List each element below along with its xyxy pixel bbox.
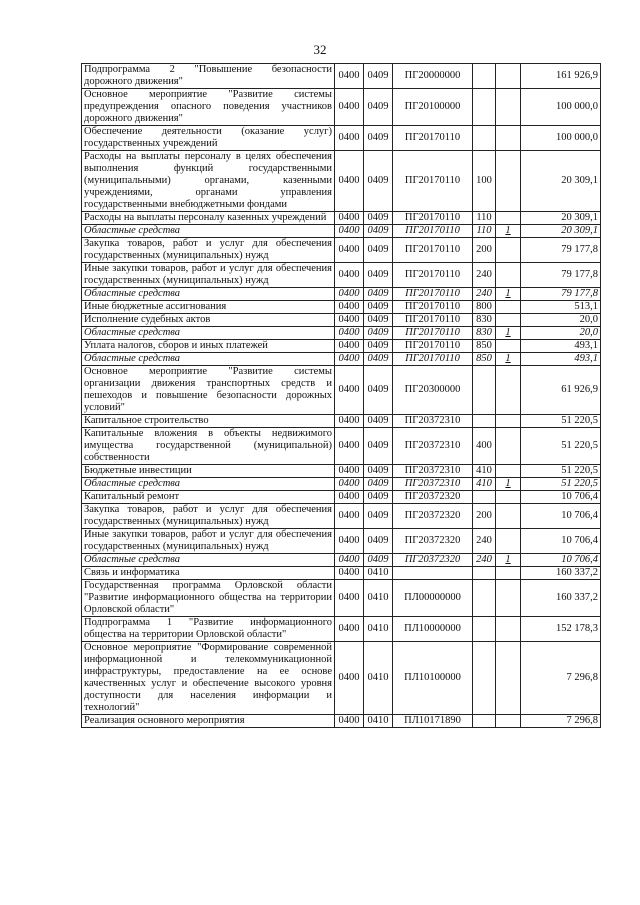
table-row bbox=[82, 642, 601, 715]
ved-code-cell: 0400 bbox=[335, 580, 364, 617]
expense-type-cell bbox=[473, 567, 496, 580]
funding-source-cell bbox=[496, 642, 521, 715]
expense-type-cell: 240 bbox=[473, 263, 496, 288]
table-row bbox=[82, 366, 601, 415]
funding-source-cell bbox=[496, 263, 521, 288]
expense-type-cell bbox=[473, 715, 496, 728]
row-name-cell: Закупка товаров, работ и услуг для обеспечения государственных (муниципальных) нужд bbox=[82, 504, 335, 529]
target-article-cell: ПГ20170110 bbox=[393, 353, 473, 366]
amount-cell: 10 706,4 bbox=[521, 554, 601, 567]
table-row bbox=[82, 715, 601, 728]
section-code-cell: 0409 bbox=[364, 126, 393, 151]
row-name-cell: Иные закупки товаров, работ и услуг для обеспечения государственных (муниципальных) нужд bbox=[82, 529, 335, 554]
target-article-cell: ПГ20372320 bbox=[393, 554, 473, 567]
section-code-cell: 0410 bbox=[364, 715, 393, 728]
table-row bbox=[82, 314, 601, 327]
target-article-cell: ПГ20000000 bbox=[393, 64, 473, 89]
row-name-cell: Расходы на выплаты персоналу в целях обеспечения выполнения функций государственными (муниципальными) органами, казенными учреждениями, органами управления государственными внебюджетными фондами bbox=[82, 151, 335, 212]
funding-source-cell bbox=[496, 529, 521, 554]
amount-cell: 79 177,8 bbox=[521, 288, 601, 301]
table-row bbox=[82, 263, 601, 288]
table-row bbox=[82, 288, 601, 301]
target-article-cell: ПГ20170110 bbox=[393, 340, 473, 353]
ved-code-cell: 0400 bbox=[335, 263, 364, 288]
ved-code-cell: 0400 bbox=[335, 288, 364, 301]
section-code-cell: 0409 bbox=[364, 301, 393, 314]
funding-source-cell: 1 bbox=[496, 225, 521, 238]
ved-code-cell: 0400 bbox=[335, 89, 364, 126]
section-code-cell: 0410 bbox=[364, 580, 393, 617]
table-row bbox=[82, 529, 601, 554]
target-article-cell: ПГ20300000 bbox=[393, 366, 473, 415]
expense-type-cell: 240 bbox=[473, 554, 496, 567]
funding-source-cell bbox=[496, 580, 521, 617]
row-name-cell: Областные средства bbox=[82, 554, 335, 567]
funding-source-cell bbox=[496, 428, 521, 465]
expense-type-cell bbox=[473, 366, 496, 415]
table-row bbox=[82, 465, 601, 478]
funding-source-cell bbox=[496, 126, 521, 151]
section-code-cell: 0409 bbox=[364, 465, 393, 478]
funding-source-cell bbox=[496, 715, 521, 728]
funding-source-cell bbox=[496, 212, 521, 225]
amount-cell: 20 309,1 bbox=[521, 212, 601, 225]
target-article-cell: ПГ20372320 bbox=[393, 504, 473, 529]
target-article-cell: ПГ20170110 bbox=[393, 288, 473, 301]
expense-type-cell bbox=[473, 89, 496, 126]
expense-type-cell: 850 bbox=[473, 353, 496, 366]
target-article-cell: ПГ20170110 bbox=[393, 151, 473, 212]
row-name-cell: Бюджетные инвестиции bbox=[82, 465, 335, 478]
expense-type-cell: 200 bbox=[473, 238, 496, 263]
row-name-cell: Иные бюджетные ассигнования bbox=[82, 301, 335, 314]
target-article-cell: ПЛ10100000 bbox=[393, 642, 473, 715]
amount-cell: 61 926,9 bbox=[521, 366, 601, 415]
target-article-cell: ПЛ10000000 bbox=[393, 617, 473, 642]
ved-code-cell: 0400 bbox=[335, 314, 364, 327]
ved-code-cell: 0400 bbox=[335, 428, 364, 465]
funding-source-cell bbox=[496, 465, 521, 478]
funding-source-cell: 1 bbox=[496, 353, 521, 366]
amount-cell: 100 000,0 bbox=[521, 126, 601, 151]
target-article-cell bbox=[393, 567, 473, 580]
funding-source-cell bbox=[496, 301, 521, 314]
ved-code-cell: 0400 bbox=[335, 567, 364, 580]
section-code-cell: 0409 bbox=[364, 89, 393, 126]
amount-cell: 10 706,4 bbox=[521, 529, 601, 554]
table-row bbox=[82, 340, 601, 353]
funding-source-cell: 1 bbox=[496, 327, 521, 340]
target-article-cell: ПГ20170110 bbox=[393, 263, 473, 288]
expense-type-cell bbox=[473, 64, 496, 89]
budget-table bbox=[81, 63, 601, 728]
section-code-cell: 0409 bbox=[364, 529, 393, 554]
row-name-cell: Обеспечение деятельности (оказание услуг) государственных учреждений bbox=[82, 126, 335, 151]
table-row bbox=[82, 212, 601, 225]
row-name-cell: Капитальное строительство bbox=[82, 415, 335, 428]
ved-code-cell: 0400 bbox=[335, 715, 364, 728]
funding-source-cell bbox=[496, 617, 521, 642]
section-code-cell: 0409 bbox=[364, 340, 393, 353]
row-name-cell: Связь и информатика bbox=[82, 567, 335, 580]
table-row bbox=[82, 478, 601, 491]
amount-cell: 20,0 bbox=[521, 327, 601, 340]
row-name-cell: Основное мероприятие "Развитие системы организации движения транспортных средств и пешеходов и повышение безопасности дорожных условий" bbox=[82, 366, 335, 415]
ved-code-cell: 0400 bbox=[335, 301, 364, 314]
target-article-cell: ПГ20170110 bbox=[393, 327, 473, 340]
expense-type-cell: 410 bbox=[473, 465, 496, 478]
section-code-cell: 0409 bbox=[364, 504, 393, 529]
amount-cell: 20 309,1 bbox=[521, 225, 601, 238]
funding-source-cell bbox=[496, 504, 521, 529]
table-row bbox=[82, 428, 601, 465]
table-row bbox=[82, 64, 601, 89]
expense-type-cell bbox=[473, 126, 496, 151]
expense-type-cell: 200 bbox=[473, 504, 496, 529]
section-code-cell: 0409 bbox=[364, 151, 393, 212]
amount-cell: 51 220,5 bbox=[521, 478, 601, 491]
row-name-cell: Основное мероприятие "Формирование современной информационной и телекоммуникационной инфраструктуры, предоставление на ее основе качественных услуг и обеспечение высокого уровня доступности для населения информации и технологий" bbox=[82, 642, 335, 715]
expense-type-cell: 850 bbox=[473, 340, 496, 353]
expense-type-cell bbox=[473, 642, 496, 715]
ved-code-cell: 0400 bbox=[335, 212, 364, 225]
section-code-cell: 0409 bbox=[364, 64, 393, 89]
row-name-cell: Областные средства bbox=[82, 353, 335, 366]
table-row bbox=[82, 301, 601, 314]
target-article-cell: ПГ20372310 bbox=[393, 465, 473, 478]
row-name-cell: Основное мероприятие "Развитие системы предупреждения опасного поведения участников дорожного движения" bbox=[82, 89, 335, 126]
table-row bbox=[82, 415, 601, 428]
expense-type-cell: 100 bbox=[473, 151, 496, 212]
expense-type-cell: 110 bbox=[473, 212, 496, 225]
expense-type-cell: 830 bbox=[473, 327, 496, 340]
ved-code-cell: 0400 bbox=[335, 366, 364, 415]
section-code-cell: 0409 bbox=[364, 366, 393, 415]
table-body bbox=[82, 64, 601, 728]
ved-code-cell: 0400 bbox=[335, 491, 364, 504]
ved-code-cell: 0400 bbox=[335, 642, 364, 715]
target-article-cell: ПГ20170110 bbox=[393, 314, 473, 327]
ved-code-cell: 0400 bbox=[335, 327, 364, 340]
expense-type-cell: 800 bbox=[473, 301, 496, 314]
funding-source-cell bbox=[496, 491, 521, 504]
row-name-cell: Областные средства bbox=[82, 327, 335, 340]
expense-type-cell: 400 bbox=[473, 428, 496, 465]
section-code-cell: 0409 bbox=[364, 288, 393, 301]
row-name-cell: Областные средства bbox=[82, 225, 335, 238]
target-article-cell: ПГ20100000 bbox=[393, 89, 473, 126]
row-name-cell: Областные средства bbox=[82, 478, 335, 491]
amount-cell: 160 337,2 bbox=[521, 567, 601, 580]
row-name-cell: Областные средства bbox=[82, 288, 335, 301]
funding-source-cell bbox=[496, 64, 521, 89]
table-row bbox=[82, 504, 601, 529]
table-row bbox=[82, 353, 601, 366]
amount-cell: 493,1 bbox=[521, 353, 601, 366]
row-name-cell: Подпрограмма 2 "Повышение безопасности дорожного движения" bbox=[82, 64, 335, 89]
section-code-cell: 0410 bbox=[364, 617, 393, 642]
amount-cell: 79 177,8 bbox=[521, 238, 601, 263]
table-row bbox=[82, 580, 601, 617]
amount-cell: 51 220,5 bbox=[521, 465, 601, 478]
section-code-cell: 0409 bbox=[364, 428, 393, 465]
funding-source-cell bbox=[496, 151, 521, 212]
table-row bbox=[82, 554, 601, 567]
table-row bbox=[82, 491, 601, 504]
section-code-cell: 0409 bbox=[364, 225, 393, 238]
target-article-cell: ПГ20372320 bbox=[393, 529, 473, 554]
expense-type-cell: 240 bbox=[473, 529, 496, 554]
page-number: 32 bbox=[313, 42, 327, 57]
amount-cell: 10 706,4 bbox=[521, 504, 601, 529]
section-code-cell: 0409 bbox=[364, 478, 393, 491]
row-name-cell: Капитальные вложения в объекты недвижимого имущества государственной (муниципальной) собственности bbox=[82, 428, 335, 465]
amount-cell: 7 296,8 bbox=[521, 715, 601, 728]
table-row bbox=[82, 151, 601, 212]
row-name-cell: Исполнение судебных актов bbox=[82, 314, 335, 327]
ved-code-cell: 0400 bbox=[335, 415, 364, 428]
table-row bbox=[82, 225, 601, 238]
row-name-cell: Реализация основного мероприятия bbox=[82, 715, 335, 728]
row-name-cell: Уплата налогов, сборов и иных платежей bbox=[82, 340, 335, 353]
ved-code-cell: 0400 bbox=[335, 353, 364, 366]
section-code-cell: 0409 bbox=[364, 327, 393, 340]
ved-code-cell: 0400 bbox=[335, 529, 364, 554]
funding-source-cell bbox=[496, 415, 521, 428]
target-article-cell: ПГ20170110 bbox=[393, 301, 473, 314]
target-article-cell: ПГ20170110 bbox=[393, 126, 473, 151]
section-code-cell: 0409 bbox=[364, 554, 393, 567]
funding-source-cell bbox=[496, 238, 521, 263]
section-code-cell: 0409 bbox=[364, 238, 393, 263]
expense-type-cell: 830 bbox=[473, 314, 496, 327]
amount-cell: 51 220,5 bbox=[521, 428, 601, 465]
expense-type-cell: 110 bbox=[473, 225, 496, 238]
amount-cell: 51 220,5 bbox=[521, 415, 601, 428]
ved-code-cell: 0400 bbox=[335, 151, 364, 212]
ved-code-cell: 0400 bbox=[335, 126, 364, 151]
section-code-cell: 0409 bbox=[364, 263, 393, 288]
table-row bbox=[82, 238, 601, 263]
table-row bbox=[82, 126, 601, 151]
funding-source-cell bbox=[496, 340, 521, 353]
section-code-cell: 0410 bbox=[364, 642, 393, 715]
amount-cell: 152 178,3 bbox=[521, 617, 601, 642]
amount-cell: 20 309,1 bbox=[521, 151, 601, 212]
amount-cell: 493,1 bbox=[521, 340, 601, 353]
section-code-cell: 0409 bbox=[364, 314, 393, 327]
target-article-cell: ПГ20372310 bbox=[393, 415, 473, 428]
section-code-cell: 0409 bbox=[364, 415, 393, 428]
target-article-cell: ПГ20372310 bbox=[393, 478, 473, 491]
amount-cell: 513,1 bbox=[521, 301, 601, 314]
section-code-cell: 0409 bbox=[364, 353, 393, 366]
amount-cell: 79 177,8 bbox=[521, 263, 601, 288]
amount-cell: 10 706,4 bbox=[521, 491, 601, 504]
ved-code-cell: 0400 bbox=[335, 554, 364, 567]
expense-type-cell bbox=[473, 580, 496, 617]
row-name-cell: Капитальный ремонт bbox=[82, 491, 335, 504]
target-article-cell: ПГ20372320 bbox=[393, 491, 473, 504]
ved-code-cell: 0400 bbox=[335, 64, 364, 89]
ved-code-cell: 0400 bbox=[335, 225, 364, 238]
target-article-cell: ПГ20170110 bbox=[393, 225, 473, 238]
funding-source-cell bbox=[496, 89, 521, 126]
ved-code-cell: 0400 bbox=[335, 465, 364, 478]
funding-source-cell bbox=[496, 366, 521, 415]
ved-code-cell: 0400 bbox=[335, 340, 364, 353]
amount-cell: 160 337,2 bbox=[521, 580, 601, 617]
amount-cell: 161 926,9 bbox=[521, 64, 601, 89]
table-row bbox=[82, 89, 601, 126]
row-name-cell: Иные закупки товаров, работ и услуг для обеспечения государственных (муниципальных) нужд bbox=[82, 263, 335, 288]
funding-source-cell: 1 bbox=[496, 288, 521, 301]
target-article-cell: ПЛ10171890 bbox=[393, 715, 473, 728]
section-code-cell: 0409 bbox=[364, 212, 393, 225]
row-name-cell: Государственная программа Орловской области "Развитие информационного общества на территории Орловской области" bbox=[82, 580, 335, 617]
expense-type-cell bbox=[473, 415, 496, 428]
target-article-cell: ПГ20170110 bbox=[393, 238, 473, 263]
target-article-cell: ПГ20170110 bbox=[393, 212, 473, 225]
amount-cell: 20,0 bbox=[521, 314, 601, 327]
funding-source-cell: 1 bbox=[496, 478, 521, 491]
row-name-cell: Расходы на выплаты персоналу казенных учреждений bbox=[82, 212, 335, 225]
funding-source-cell bbox=[496, 314, 521, 327]
amount-cell: 7 296,8 bbox=[521, 642, 601, 715]
ved-code-cell: 0400 bbox=[335, 504, 364, 529]
amount-cell: 100 000,0 bbox=[521, 89, 601, 126]
table-row bbox=[82, 567, 601, 580]
ved-code-cell: 0400 bbox=[335, 617, 364, 642]
target-article-cell: ПГ20372310 bbox=[393, 428, 473, 465]
target-article-cell: ПЛ00000000 bbox=[393, 580, 473, 617]
funding-source-cell bbox=[496, 567, 521, 580]
funding-source-cell: 1 bbox=[496, 554, 521, 567]
ved-code-cell: 0400 bbox=[335, 478, 364, 491]
table-row bbox=[82, 617, 601, 642]
section-code-cell: 0410 bbox=[364, 567, 393, 580]
row-name-cell: Закупка товаров, работ и услуг для обеспечения государственных (муниципальных) нужд bbox=[82, 238, 335, 263]
expense-type-cell bbox=[473, 617, 496, 642]
section-code-cell: 0409 bbox=[364, 491, 393, 504]
table-row bbox=[82, 327, 601, 340]
ved-code-cell: 0400 bbox=[335, 238, 364, 263]
expense-type-cell: 240 bbox=[473, 288, 496, 301]
expense-type-cell bbox=[473, 491, 496, 504]
row-name-cell: Подпрограмма 1 "Развитие информационного общества на территории Орловской области" bbox=[82, 617, 335, 642]
expense-type-cell: 410 bbox=[473, 478, 496, 491]
